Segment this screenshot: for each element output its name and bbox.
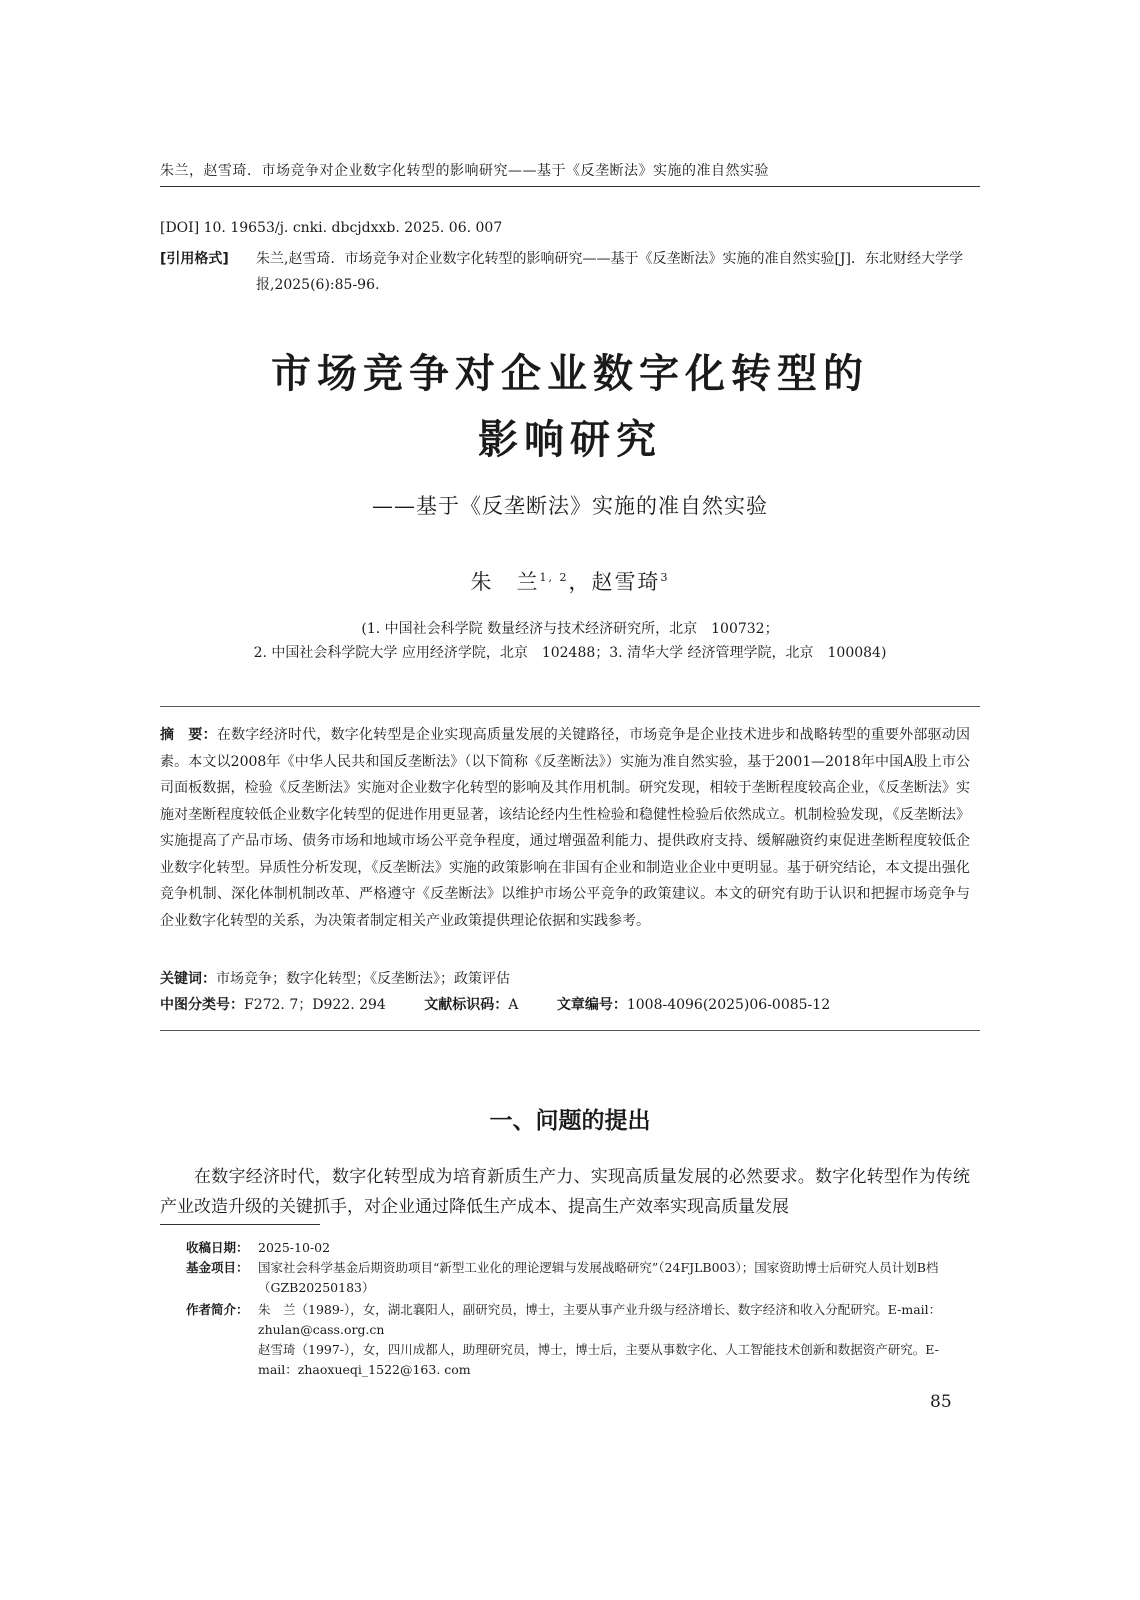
clc: 中图分类号：F272. 7；D922. 294: [160, 997, 386, 1013]
author-2-affil: 3: [660, 571, 670, 584]
keywords: [160, 968, 510, 988]
keywords-label: 关键词：: [160, 971, 216, 987]
fund-value: 国家社会科学基金后期资助项目“新型工业化的理论逻辑与发展战略研究”（24FJLB003）；国家资助博士后研究人员计划B档（GZB20250183）: [258, 1260, 939, 1295]
footnote-fund: [186, 1258, 976, 1298]
classification: [160, 994, 980, 1014]
abstract-bottom-rule: [160, 1030, 980, 1031]
affiliation-line-2: 2. 中国社会科学院大学 应用经济学院，北京 102488；3. 清华大学 经济管理学院，北京 100084): [253, 645, 887, 661]
section-heading: 一、问题的提出: [489, 1108, 651, 1134]
doc-code: 文献标识码：A: [424, 997, 519, 1013]
paper-subtitle: ——基于《反垄断法》实施的准自然实验: [372, 494, 768, 518]
abstract-label: 摘 要：: [160, 727, 217, 743]
abstract-top-rule: [160, 706, 980, 707]
abstract: [160, 722, 970, 934]
footnote-rule: [160, 1224, 320, 1225]
footnote-received: [186, 1238, 976, 1258]
running-header: 朱兰，赵雪琦．市场竞争对企业数字化转型的影响研究——基于《反垄断法》实施的准自然实验: [160, 163, 769, 179]
page-number: 85: [930, 1392, 952, 1412]
citation: [160, 246, 980, 298]
body-paragraph: 在数字经济时代，数字化转型成为培育新质生产力、实现高质量发展的必然要求。数字化转型作为传统产业改造升级的关键抓手，对企业通过降低生产成本、提高生产效率实现高质量发展: [160, 1167, 970, 1217]
footnote-bio: [186, 1300, 976, 1380]
citation-label: [引用格式]: [160, 251, 229, 267]
received-label: 收稿日期：: [186, 1240, 249, 1255]
bio-label: 作者简介：: [186, 1302, 249, 1317]
author-1: 朱 兰: [470, 570, 540, 594]
keywords-text: 市场竞争；数字化转型；《反垄断法》；政策评估: [216, 971, 510, 987]
received-value: 2025-10-02: [258, 1240, 331, 1255]
author-separator: ，: [568, 570, 592, 594]
paper-title: [160, 348, 980, 466]
title-line-1: 市场竞争对企业数字化转型的: [271, 351, 869, 397]
abstract-text: 在数字经济时代，数字化转型是企业实现高质量发展的关键路径，市场竞争是企业技术进步和战略转型的重要外部驱动因素。本文以2008年《中华人民共和国反垄断法》（以下简称《反垄断法》）实施为准自然实验，基于2001—2018年中国A股上市公司面板数据，检验《反垄断法》实施对企业数字化转型的影响及其作用机制。研究发现，相较于垄断程度较高企业，《反垄断法》实施对垄断程度较低企业数字化转型的促进作用更显著，该结论经内生性检验和稳健性检验后依然成立。机制检验发现，《反垄断法》实施提高了产品市场、债务市场和地域市场公平竞争程度，通过增强盈利能力、提供政府支持、缓解融资约束促进垄断程度较低企业数字化转型。异质性分析发现，《反垄断法》实施的政策影响在非国有企业和制造业企业中更明显。基于研究结论，本文提出强化竞争机制、深化体制机制改革、严格遵守《反垄断法》以维护市场公平竞争的政策建议。本文的研究有助于认识和把握市场竞争与企业数字化转型的关系，为决策者制定相关产业政策提供理论依据和实践参考。: [160, 727, 970, 929]
title-line-2: 影响研究: [478, 417, 662, 463]
authors: [160, 566, 980, 596]
bio-author-2: 赵雪琦（1997-），女，四川成都人，助理研究员，博士，博士后，主要从事数字化、人工智能技术创新和数据资产研究。E-mail：zhaoxueqi_1522@163. com: [258, 1342, 939, 1377]
fund-label: 基金项目：: [186, 1260, 249, 1275]
citation-text: 朱兰,赵雪琦．市场竞争对企业数字化转型的影响研究——基于《反垄断法》实施的准自然实验[J]．东北财经大学学报,2025(6):85-96.: [256, 251, 963, 293]
article-number: 文章编号：1008-4096(2025)06-0085-12: [556, 997, 831, 1013]
author-2: 赵雪琦: [591, 570, 661, 594]
author-1-affil: 1, 2: [539, 571, 569, 584]
doi: [DOI] 10. 19653/j. cnki. dbcjdxxb. 2025. 06. 007: [160, 220, 503, 236]
affiliation-line-1: (1. 中国社会科学院 数量经济与技术经济研究所，北京 100732；: [361, 621, 779, 637]
bio-author-1: 朱 兰（1989-），女，湖北襄阳人，副研究员，博士，主要从事产业升级与经济增长、数字经济和收入分配研究。E-mail：zhulan@cass.org.cn: [258, 1302, 942, 1337]
header-rule: [160, 186, 980, 187]
